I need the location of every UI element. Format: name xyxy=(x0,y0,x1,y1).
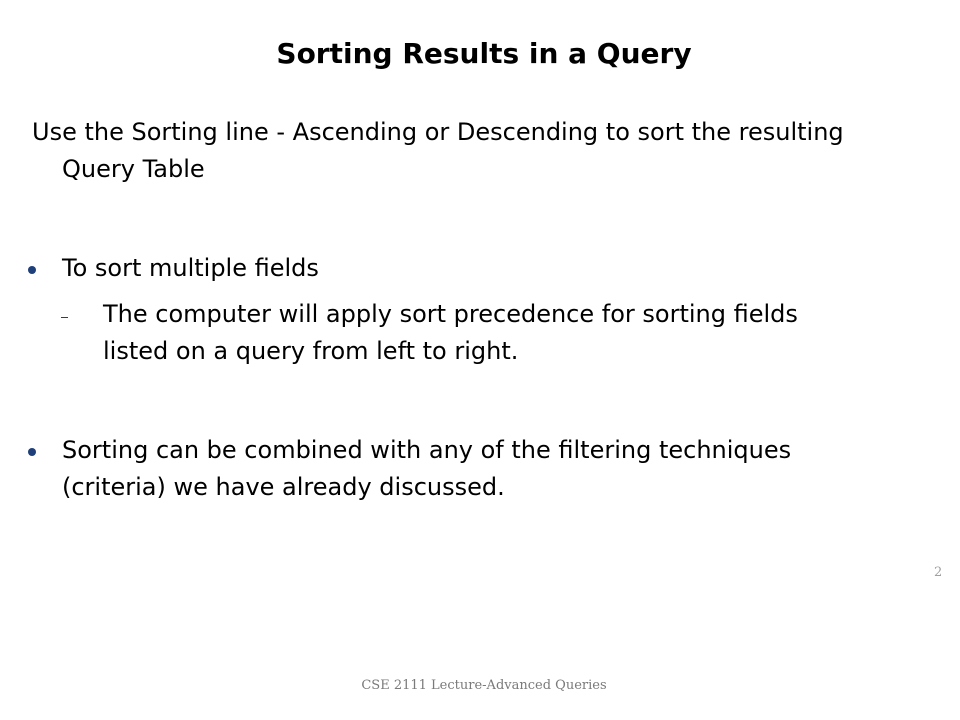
bullet-dot-icon xyxy=(28,266,36,274)
dash-bullet-icon xyxy=(61,317,68,318)
slide-footer: CSE 2111 Lecture-Advanced Queries xyxy=(361,678,607,693)
bullet-item-sort-multiple xyxy=(20,250,850,287)
bullet-item-combine-filtering xyxy=(20,432,850,506)
slide-title: Sorting Results in a Query xyxy=(276,37,692,70)
sub-bullet-text: The computer will apply sort precedence for sorting fields listed on a query from left to right. xyxy=(103,300,798,365)
bullet-text: To sort multiple fields xyxy=(62,254,319,282)
bullet-text: Sorting can be combined with any of the filtering techniques (criteria) we have already discussed. xyxy=(62,436,792,501)
page-number: 2 xyxy=(934,565,943,580)
intro-paragraph: Use the Sorting line - Ascending or Descending to sort the resulting Query Table xyxy=(32,118,844,183)
bullet-dot-icon xyxy=(28,448,36,456)
sub-bullet-item-precedence xyxy=(60,296,860,370)
